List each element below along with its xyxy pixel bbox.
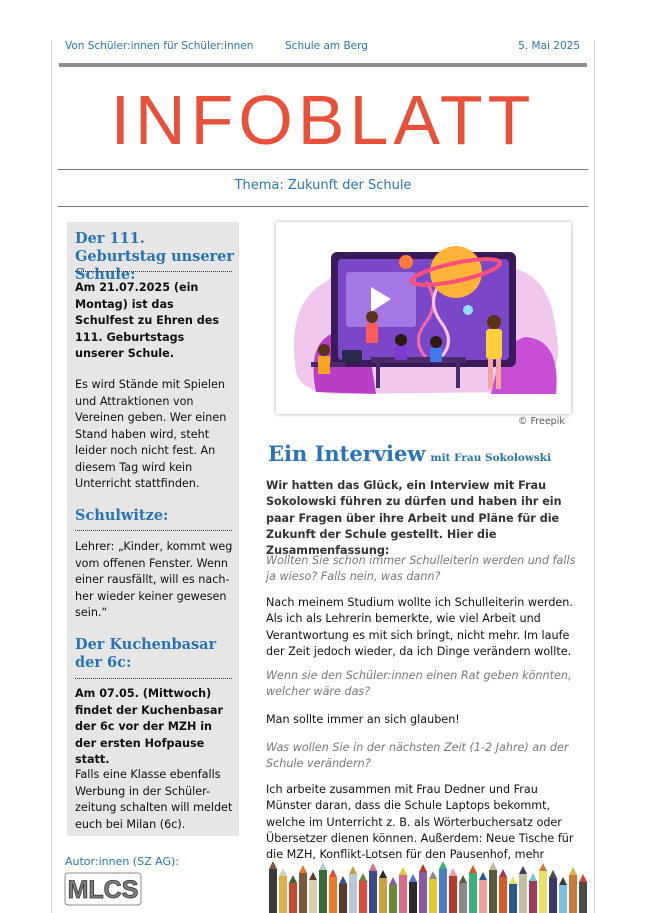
pencil-body [549,878,557,913]
page-border-right [594,40,595,913]
sidebar-jokes-body: Lehrer: „Kinder, kommt weg vom offenen Fenster. Wenn einer rausfällt, will es nach-her wieder keiner gewesen sein.“ [75,540,233,619]
pencil-body [559,885,567,913]
title-divider-top [58,169,588,170]
colored-pencils-decoration [268,855,588,913]
pencil-body [319,870,327,913]
pencil-body [429,879,437,913]
pencil-body [579,882,587,913]
pencil-tip [269,861,277,869]
pencil-tip [539,863,547,871]
page-border-left [51,40,52,913]
article-subtitle: mit Frau Sokolowski [430,452,552,464]
pencil-body [449,876,457,913]
sidebar-heading-jokes: Schulwitze: [75,507,169,524]
theme-line: Thema: Zukunft der Schule [234,178,412,193]
pencil-tip [339,876,347,884]
header-school-name: Schule am Berg [285,40,368,52]
header-divider [59,63,587,67]
pencil-tip [359,873,367,881]
pencil-tip [439,861,447,869]
pencil-tip [329,869,337,877]
pencil-body [499,877,507,913]
interview-answer-1: Nach meinem Studium wollte ich Schulleiterin werden. Als ich als Lehrerin bemerkte, wie viel Arbeit und Verantwortung es mit sich bringt, nicht mehr. Im laufe der Zeit jedoch wieder, da ich Dinge verändern wollte. [266,596,573,658]
pencil-body [369,871,377,913]
pencil-tip [369,863,377,871]
pencil-tip [559,877,567,885]
pencil-tip [449,868,457,876]
pencil-tip [519,866,527,874]
pencil-tip [419,864,427,872]
classroom-future-illustration [276,222,571,414]
sidebar-heading-birthday: Der 111. Geburtstag unserer Schule: [75,230,235,283]
pencil-body [569,875,577,913]
interview-question-2: Wenn sie den Schüler:innen einen Rat geben könnten, welcher wäre das? [266,669,572,699]
header-tagline: Von Schüler:innen für Schüler:innen [65,40,254,52]
pencil-body [379,878,387,913]
interview-question-1: Wollten Sie schon immer Schulleiterin werden und falls ja wieso? Falls nein, was dann? [266,554,576,584]
pencil-body [459,883,467,913]
club-logo [64,872,142,906]
sidebar-bakesale-lead: Am 07.05. (Mittwoch) findet der Kuchenbasar der 6c vor der MZH in der ersten Hofpause statt. [75,687,223,766]
pencil-tip [389,877,397,885]
article-heading [268,441,588,466]
sidebar-divider [75,678,232,679]
page-header [60,40,585,56]
pencil-tip [569,867,577,875]
pencil-tip [409,874,417,882]
pencil-body [349,874,357,913]
page-title: INFOBLATT [110,81,536,159]
pencil-tip [509,876,517,884]
pencil-tip [429,871,437,879]
pencil-tip [399,867,407,875]
pencil-body [419,872,427,913]
pencil-body [299,873,307,913]
pencil-tip [459,875,467,883]
sidebar-bakesale-body: Falls eine Klasse ebenfalls Werbung in der Schüler-zeitung schalten will meldet euch bei Milan (6c). [75,768,233,831]
pencil-tip [499,869,507,877]
pencil-body [289,883,297,913]
pencil-body [539,871,547,913]
pencil-body [519,874,527,913]
pencil-tip [289,875,297,883]
pencil-tip [479,872,487,880]
pencil-tip [379,870,387,878]
pencil-body [399,875,407,913]
pencil-body [329,877,337,913]
pencil-body [279,876,287,913]
interview-answer-3: Ich arbeite zusammen mit Frau Dedner und Frau Münster daran, dass die Schule Laptops bekommt, welche im Unterricht z. B. als Wörterbuchersatz oder Übersetzer dienen können. Außerdem: Neue Tische für die MZH, Konflikt-Lotsen für den Pausenhof, mehr [266,783,574,862]
pencil-body [359,881,367,913]
pencil-tip [279,868,287,876]
illustration-frame [276,222,571,414]
pencil-tip [579,874,587,882]
pencil-tip [549,870,557,878]
pencil-body [529,881,537,913]
pencil-tip [319,862,327,870]
pencil-body [479,880,487,913]
header-date: 5. Mai 2025 [518,40,580,52]
pencil-body [309,880,317,913]
sidebar-heading-bakesale: Der Kuchenbasar der 6c: [75,636,217,671]
pencil-tip [309,872,317,880]
sidebar-birthday-lead: Am 21.07.2025 (ein Montag) ist das Schulfest zu Ehren des 111. Geburtstags unserer Schule. [75,281,220,360]
article-intro: Wir hatten das Glück, ein Interview mit Frau Sokolowski führen zu dürfen und haben ihr ein paar Fragen über ihre Arbeit und Pläne für die Zukunft der Schule gestellt. Hier die Zusammenfassung: [266,479,562,558]
sidebar-divider [75,530,232,531]
pencil-body [509,884,517,913]
pencil-tip [299,865,307,873]
pencil-body [269,869,277,913]
pencil-body [439,869,447,913]
pencil-body [389,885,397,913]
pencil-body [489,870,497,913]
interview-answer-2: Man sollte immer an sich glauben! [266,713,460,726]
pencil-tip [529,873,537,881]
pencil-tip [469,865,477,873]
pencil-tip [489,862,497,870]
article-title: Ein Interview [268,441,426,466]
svg-text:MLCS: MLCS [67,876,139,904]
pencil-body [339,884,347,913]
image-credit: © Freepik [518,416,565,427]
pencil-body [409,882,417,913]
interview-question-3: Was wollen Sie in der nächsten Zeit (1-2 Jahre) an der Schule verändern? [266,741,569,771]
authors-label: Autor:innen (SZ AG): [65,855,179,868]
sidebar-divider [75,271,232,272]
pencil-tip [349,866,357,874]
sidebar-birthday-body: Es wird Stände mit Spielen und Attraktionen von Vereinen geben. Wer einen Stand haben wird, steht leider noch nicht fest. An diesem Tag wird kein Unterricht stattfinden. [75,378,227,490]
title-divider-bottom [58,206,588,207]
pencil-body [469,873,477,913]
